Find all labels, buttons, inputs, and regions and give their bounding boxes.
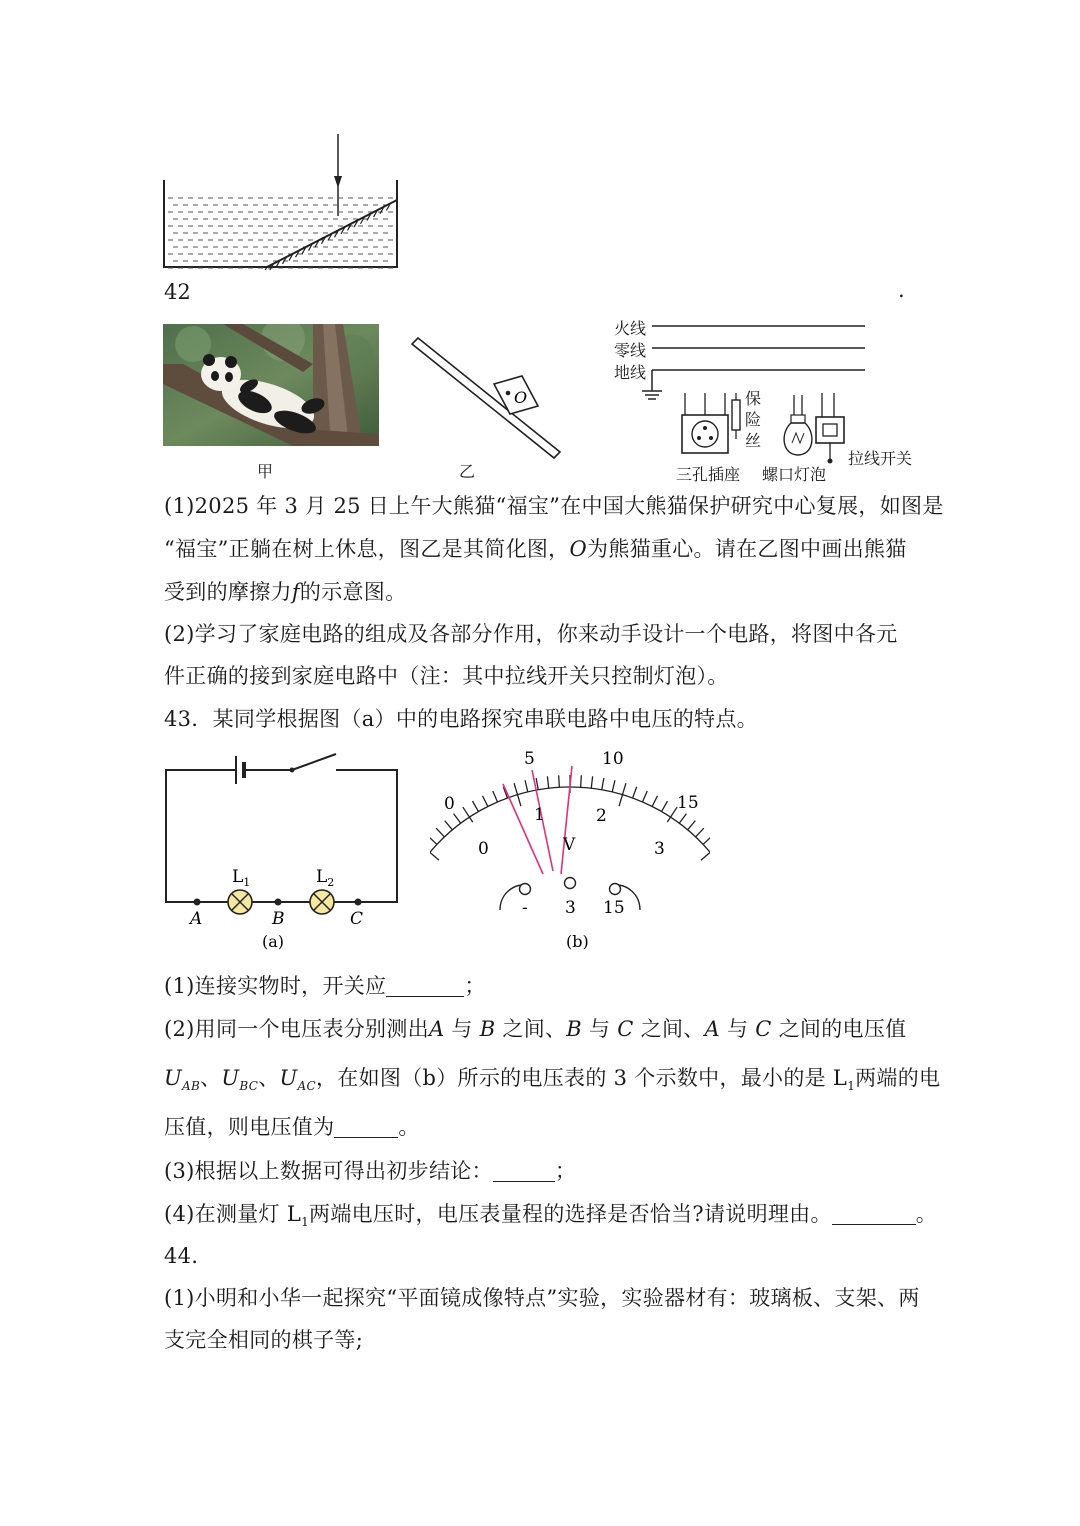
voltmeter-figure xyxy=(430,740,710,960)
q42-part1-line1: (1)2025 年 3 月 25 日上午大熊猫“福宝”在中国大熊猫保护研究中心复展，如图是 xyxy=(164,494,944,518)
upper-scale-10: 10 xyxy=(602,749,624,769)
t: 之间的电压值 xyxy=(771,1017,907,1041)
sep-1: 、 xyxy=(200,1066,222,1090)
upper-scale-5: 5 xyxy=(524,749,535,769)
fig-yi-label: 乙 xyxy=(459,462,476,481)
q43-part2-line3 xyxy=(164,1113,420,1141)
dial-tick xyxy=(679,814,686,824)
q43-title: 43．某同学根据图（a）中的电路探究串联电路中电压的特点。 xyxy=(164,707,758,731)
q43-part1-text: (1)连接实物时，开关应 xyxy=(164,974,387,998)
t: 之间、 xyxy=(633,1017,705,1041)
dial-tick xyxy=(445,821,453,830)
point-a-label: A xyxy=(190,909,203,929)
q42-trailing-dot: . xyxy=(898,278,905,302)
t: B xyxy=(479,1017,496,1041)
dial-tick xyxy=(581,775,582,787)
q43-part1-end: ； xyxy=(464,974,486,998)
terminal-15: 15 xyxy=(603,898,625,918)
dial-tick xyxy=(473,801,479,811)
q42-part1-line3-a: 受到的摩擦力 xyxy=(164,580,292,604)
q44-part1-line1: (1)小明和小华一起探究“平面镜成像特点”实验，实验器材有：玻璃板、支架、两 xyxy=(164,1286,920,1310)
q43-part1 xyxy=(164,972,486,1000)
t: (2)用同一个电压表分别测出 xyxy=(164,1017,429,1041)
t: C xyxy=(755,1017,772,1041)
dial-tick xyxy=(652,796,657,807)
q42-part1-line2-a: “福宝”正躺在树上休息，图乙是其简化图， xyxy=(164,537,570,561)
t: B xyxy=(566,1017,583,1041)
dial-tick xyxy=(482,796,487,807)
terminal-negative: - xyxy=(522,898,528,918)
upper-scale-0: 0 xyxy=(444,794,455,814)
dial-tick xyxy=(633,787,637,798)
q43-part2-line2 xyxy=(164,1064,940,1100)
dial-tick xyxy=(591,776,592,788)
live-wire-label: 火线 xyxy=(614,319,647,338)
q43-part2-line3-end: 。 xyxy=(398,1115,420,1139)
dial-tick xyxy=(493,791,498,802)
series-circuit-figure xyxy=(150,750,420,960)
q43-part2-line1 xyxy=(164,1015,906,1043)
fig-jia-label: 甲 xyxy=(257,462,274,481)
q42-part1-line3-b: 的示意图。 xyxy=(299,580,407,604)
sub-l1: 1 xyxy=(847,1079,856,1093)
pull-switch-label: 拉线开关 xyxy=(848,449,913,468)
terminal-3: 3 xyxy=(565,898,576,918)
socket-label: 三孔插座 xyxy=(676,465,741,484)
q43-part4-text-a: (4)在测量灯 L xyxy=(164,1202,302,1226)
q42-part1-line2 xyxy=(164,535,907,563)
center-of-gravity-label: O xyxy=(514,388,528,407)
q42-number: 42 xyxy=(164,280,191,304)
t: C xyxy=(617,1017,634,1041)
t: 与 xyxy=(582,1017,618,1041)
q43-part4 xyxy=(164,1200,937,1236)
q44-number: 44． xyxy=(164,1244,213,1268)
symbol-u-ac: U xyxy=(279,1066,298,1090)
answer-blank-2[interactable] xyxy=(334,1117,398,1138)
q43-part2-line3-text: 压值，则电压值为 xyxy=(164,1115,335,1139)
dial-tick xyxy=(696,828,704,837)
symbol-O: O xyxy=(569,537,588,561)
lamp1-label: $L_1$ xyxy=(232,867,251,889)
q43-part2-line2-end: 两端的电 xyxy=(855,1066,941,1090)
neutral-wire-label: 零线 xyxy=(614,341,647,360)
dial-tick xyxy=(688,821,696,830)
q42-part2-line2: 件正确的接到家庭电路中（注：其中拉线开关只控制灯泡）。 xyxy=(164,664,729,688)
symbol-u-bc: U xyxy=(221,1066,240,1090)
fuse-label-1: 保 xyxy=(745,389,762,408)
dial-tick xyxy=(612,780,615,792)
q43-part4-text-b: 两端电压时，电压表量程的选择是否恰当?请说明理由。 xyxy=(309,1202,832,1226)
q42-part1-line2-b: 为熊猫重心。请在乙图中画出熊猫 xyxy=(587,537,907,561)
dial-tick xyxy=(642,791,647,802)
q42-part2-line1: (2)学习了家庭电路的组成及各部分作用，你来动手设计一个电路，将图中各元 xyxy=(164,622,898,646)
answer-blank-4[interactable] xyxy=(832,1204,916,1225)
point-b-label: B xyxy=(272,909,285,929)
lamp2-label: $L_2$ xyxy=(316,867,335,889)
t: 与 xyxy=(720,1017,756,1041)
voltmeter-unit: V xyxy=(563,835,576,855)
lower-scale-3: 3 xyxy=(654,839,665,859)
q43-part3-end: ； xyxy=(554,1159,577,1183)
q43-part2-line2-text: ，在如图（b）所示的电压表的 3 个示数中，最小的是 L xyxy=(316,1066,848,1090)
bulb-label: 螺口灯泡 xyxy=(762,465,827,484)
voltmeter-caption: (b) xyxy=(566,932,589,951)
fuse-label-3: 丝 xyxy=(745,431,762,450)
q42-part1-line3 xyxy=(164,578,406,606)
t: A xyxy=(428,1017,445,1041)
dial-tick xyxy=(525,780,528,792)
lower-scale-0: 0 xyxy=(478,839,489,859)
sep-2: 、 xyxy=(258,1066,280,1090)
dial-tick xyxy=(662,801,668,811)
dial-tick xyxy=(436,828,444,837)
water-tank-figure xyxy=(150,130,410,270)
upper-scale-15: 15 xyxy=(677,793,699,813)
symbol-f: f xyxy=(291,580,300,604)
fuse-label-2: 险 xyxy=(745,410,762,429)
incline-block-figure xyxy=(410,330,570,460)
ground-wire-label: 地线 xyxy=(614,363,647,382)
q43-part3-text: (3)根据以上数据可得出初步结论： xyxy=(164,1159,493,1183)
dial-tick xyxy=(703,836,710,844)
t: 之间、 xyxy=(495,1017,567,1041)
lower-scale-2: 2 xyxy=(596,806,607,826)
lower-scale-1: 1 xyxy=(534,805,545,825)
q44-part1-line2: 支完全相同的棋子等; xyxy=(164,1328,364,1352)
q43-part4-end: 。 xyxy=(915,1202,938,1226)
answer-blank-1[interactable] xyxy=(386,976,464,997)
sub-bc: BC xyxy=(239,1079,259,1093)
sub-ab: AB xyxy=(182,1079,201,1093)
dial-tick xyxy=(602,778,604,790)
t: 与 xyxy=(444,1017,480,1041)
panda-photo xyxy=(163,324,379,446)
q43-part3 xyxy=(164,1157,576,1185)
answer-blank-3[interactable] xyxy=(493,1161,555,1182)
dial-tick xyxy=(430,836,437,844)
sub-ac: AC xyxy=(297,1079,316,1093)
q43-part4-sub: 1 xyxy=(301,1215,310,1229)
dial-tick xyxy=(454,814,461,824)
symbol-u-ab: U xyxy=(164,1066,182,1090)
t: A xyxy=(704,1017,721,1041)
point-c-label: C xyxy=(350,909,364,929)
dial-tick xyxy=(547,776,548,788)
dial-tick xyxy=(559,775,560,787)
circuit-caption: (a) xyxy=(262,932,285,951)
